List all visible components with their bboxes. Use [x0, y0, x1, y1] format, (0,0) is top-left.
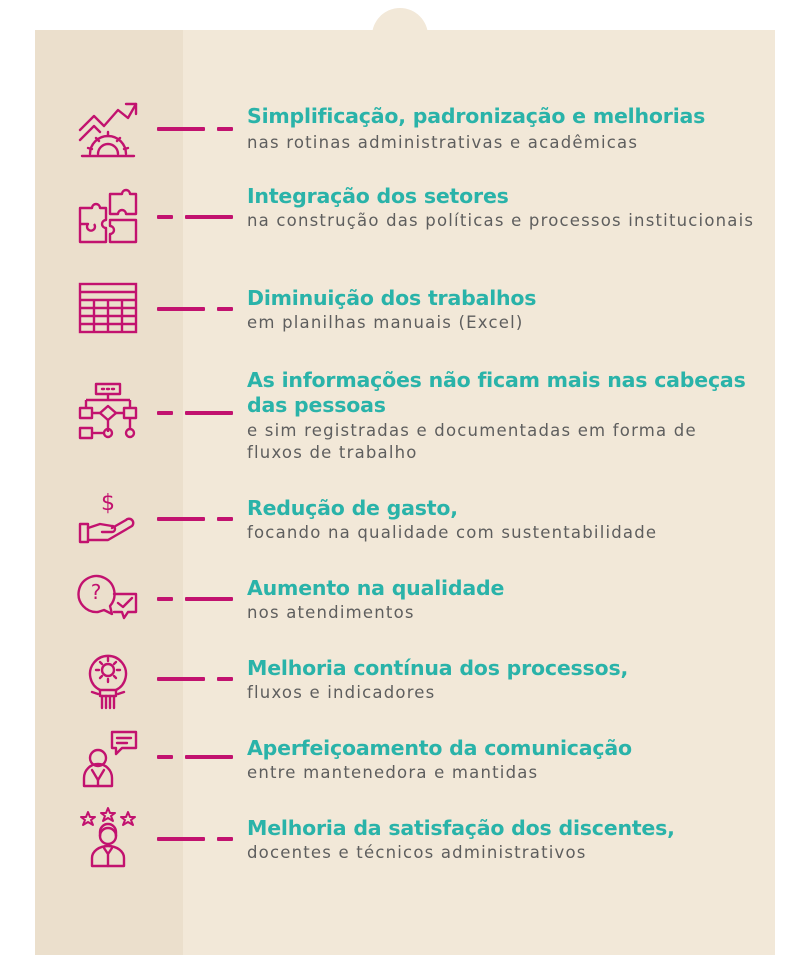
benefit-subtitle: nas rotinas administrativas e acadêmicas [247, 133, 639, 152]
dash-connector [157, 677, 233, 681]
benefit-title: Melhoria da satisfação dos discentes, [247, 816, 675, 840]
svg-text:$: $ [101, 491, 115, 516]
benefit-subtitle: e sim registradas e documentadas em forma de fluxos de trabalho [247, 421, 697, 462]
dash-segment [217, 307, 233, 311]
gear-bulb-icon [76, 646, 140, 710]
benefit-subtitle: nos atendimentos [247, 603, 415, 622]
dash-segment [157, 837, 205, 841]
dash-segment [157, 597, 173, 601]
svg-text:?: ? [90, 580, 102, 604]
benefit-title: Aperfeiçoamento da comunicação [247, 736, 632, 760]
dash-connector [157, 837, 233, 841]
spreadsheet-icon [76, 276, 140, 340]
dash-segment [217, 837, 233, 841]
dash-segment [217, 127, 233, 131]
person-speech-icon [76, 726, 140, 790]
benefit-subtitle: focando na qualidade com sustentabilidade [247, 523, 658, 542]
question-check-bubbles-icon [76, 566, 140, 630]
dash-connector [157, 127, 233, 131]
benefit-subtitle: docentes e técnicos administrativos [247, 843, 587, 862]
dash-segment [157, 677, 205, 681]
benefit-subtitle: entre mantenedora e mantidas [247, 763, 539, 782]
dash-segment [185, 215, 233, 219]
benefit-title: Redução de gasto, [247, 496, 458, 520]
dash-connector [157, 307, 233, 311]
dash-connector [157, 517, 233, 521]
person-stars-icon [76, 806, 140, 870]
growth-gear-arrows-icon [76, 96, 140, 160]
benefit-title: Melhoria contínua dos processos, [247, 656, 629, 680]
dash-connector [157, 597, 233, 601]
dash-segment [157, 755, 173, 759]
dash-segment [185, 755, 233, 759]
dash-segment [157, 215, 173, 219]
dash-segment [217, 517, 233, 521]
benefit-subtitle: fluxos e indicadores [247, 683, 436, 702]
dash-connector [157, 411, 233, 415]
workflow-diagram-icon [76, 380, 140, 444]
benefit-subtitle: na construção das políticas e processos institucionais [247, 211, 755, 230]
hand-dollar-icon [76, 488, 140, 552]
dash-segment [157, 517, 205, 521]
benefit-title: Aumento na qualidade [247, 576, 505, 600]
dash-connector [157, 755, 233, 759]
benefit-title: Diminuição dos trabalhos [247, 286, 537, 310]
dash-segment [157, 307, 205, 311]
puzzle-pieces-icon [76, 186, 140, 250]
benefit-title: As informações não ficam mais nas cabeças das pessoas [247, 368, 746, 417]
benefit-title: Integração dos setores [247, 184, 509, 208]
dash-segment [217, 677, 233, 681]
dash-segment [185, 597, 233, 601]
dash-connector [157, 215, 233, 219]
benefit-title: Simplificação, padronização e melhorias [247, 104, 706, 128]
dash-segment [157, 411, 173, 415]
dash-segment [157, 127, 205, 131]
dash-segment [185, 411, 233, 415]
benefit-subtitle: em planilhas manuais (Excel) [247, 313, 524, 332]
